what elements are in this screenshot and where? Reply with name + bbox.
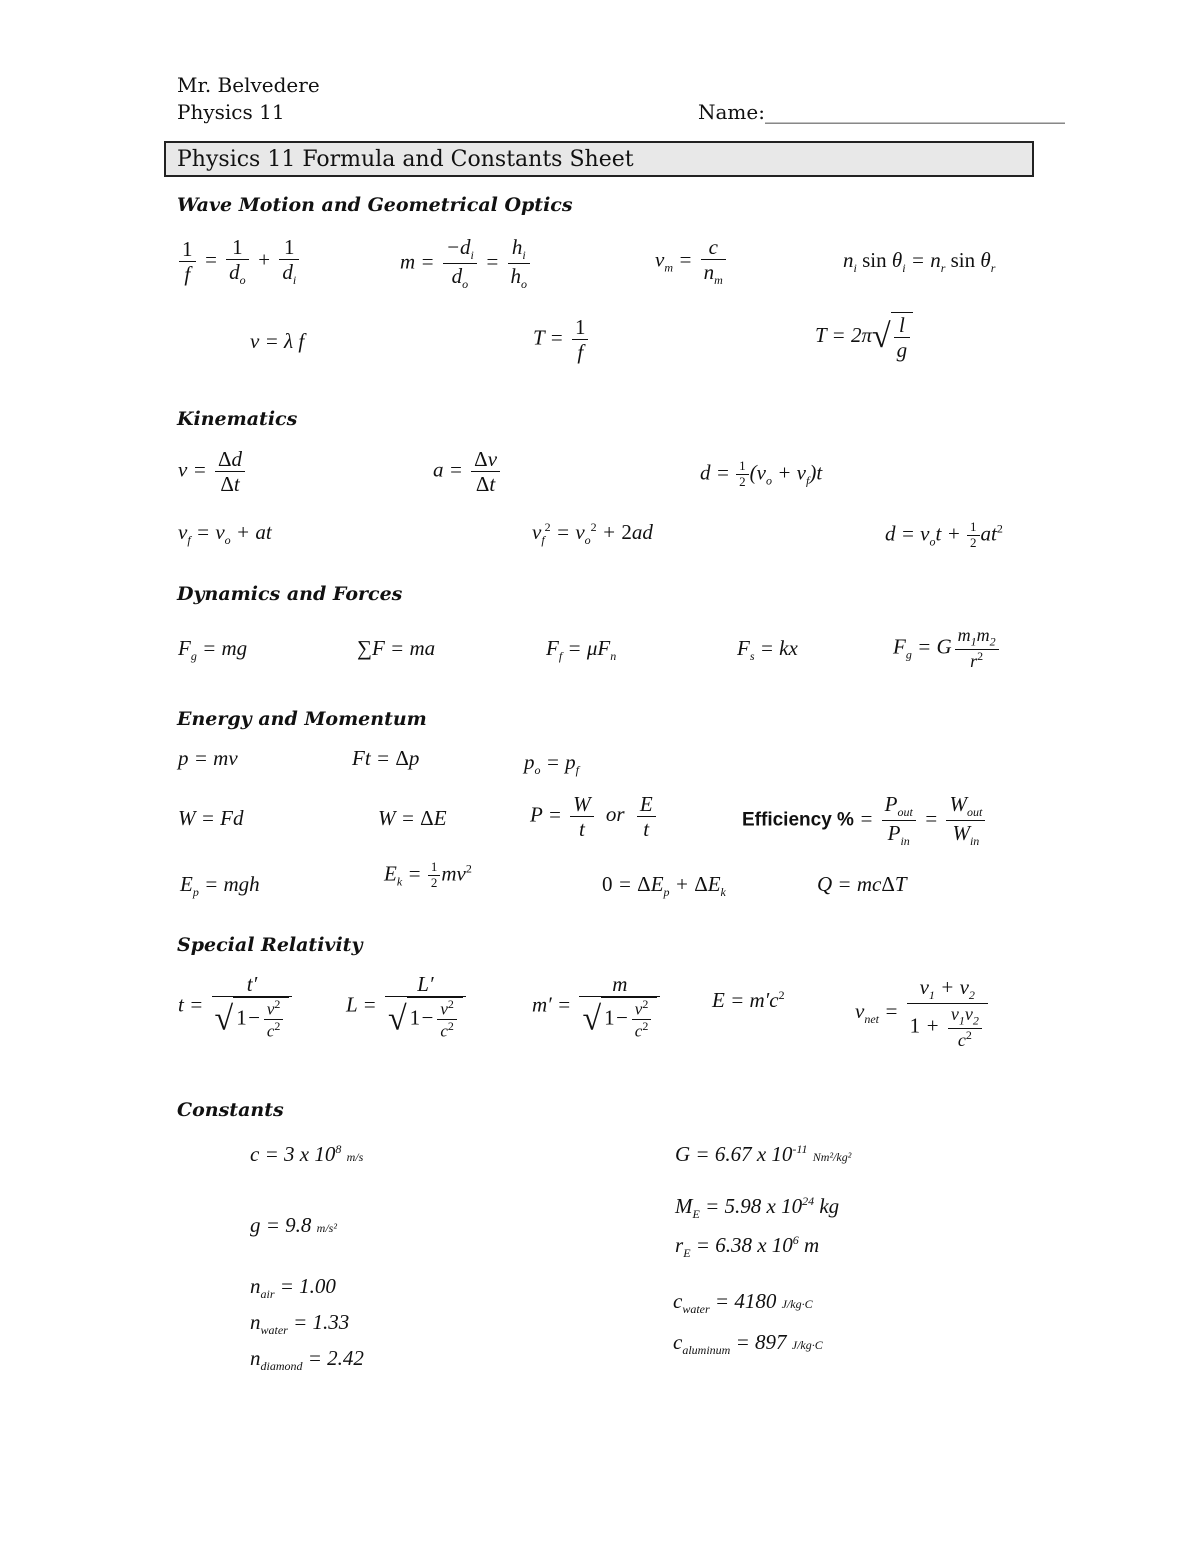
course-name: Physics 11 [177, 100, 285, 124]
section-relativity: Special Relativity [177, 934, 363, 956]
final-velocity-equation: $v_f = v_o$ + at [178, 520, 272, 548]
avg-velocity-displacement-equation: d = $\frac{1}{2}$ $(v_o + v_f)t$ [700, 458, 823, 489]
velocity-equation: v = $\frac{\Delta d}{\Delta t}$ [178, 447, 248, 496]
or-label: or [605, 802, 625, 827]
work-equation: W = Fd [178, 806, 244, 830]
gravity-force-equation: $F_g$ = mg [178, 636, 248, 664]
energy-conservation-equation: $0 = \Delta E_p + \Delta E_k$ [602, 872, 726, 900]
gravitational-constant: G = 6.67 x $10^{-11}$ Nm²/kg² [675, 1142, 852, 1166]
refractive-index-diamond: $n_{diamond} = 2.42$ [250, 1346, 364, 1374]
period-equation: T = $\frac{1}{f}$ [533, 315, 591, 364]
potential-energy-equation: $E_p$ = mgh [180, 872, 260, 900]
section-constants: Constants [177, 1099, 284, 1121]
title-box [164, 141, 1034, 177]
length-contraction-equation: L = L′ √ 1− $\frac{v^2}{c^2}$ [346, 972, 469, 1042]
earth-mass-constant: $M_E = 5.98$ x $10^{24}$ kg [675, 1194, 840, 1222]
section-wave: Wave Motion and Geometrical Optics [177, 194, 573, 216]
efficiency-equation: Efficiency % = $\frac{P_{out}}{P_{in}}$ = $\frac{W_{out}}{W_{in}}$ [742, 792, 988, 849]
velocity-squared-equation: $v_f^2 = v_o^2 + 2ad$ [532, 520, 653, 548]
page-title: Physics 11 Formula and Constants Sheet [177, 147, 634, 172]
acceleration-equation: a = $\frac{\Delta v}{\Delta t}$ [433, 447, 503, 496]
friction-equation: $F_f = \mu F_n$ [546, 636, 617, 664]
name-field[interactable]: Name:______________________________ [698, 100, 1065, 124]
mass-energy-equation: $E = m'c^2$ [712, 988, 785, 1012]
magnification-equation: m = $\frac{-d_i}{d_o}$ = $\frac{h_i}{h_o}$ [400, 235, 533, 292]
lens-equation: $\frac{1}{f}$ = $\frac{1}{d_o}$ + $\frac{1}{d_i}$ [176, 235, 302, 288]
relativistic-mass-equation: m′ = m √ 1− $\frac{v^2}{c^2}$ [532, 972, 663, 1042]
section-kinematics: Kinematics [177, 408, 298, 430]
universal-gravitation-equation: $F_g = G$ $\frac{m_1m_2}{r^2}$ [893, 625, 1002, 672]
displacement-equation: $d = v_ot$ + $\frac{1}{2}$ $at^2$ [885, 519, 1003, 550]
snells-law-equation: $n_i$ $\sin \theta_i = n_r$ $\sin \theta_r$ [843, 248, 996, 276]
time-dilation-equation: t = t′ √ 1− $\frac{v^2}{c^2}$ [178, 972, 295, 1042]
momentum-equation: p = mv [178, 746, 238, 770]
specific-heat-water: $c_{water} = 4180$ J/kg·C [673, 1289, 813, 1317]
gravity-acceleration-constant: g = 9.8 m/s² [250, 1213, 337, 1237]
section-dynamics: Dynamics and Forces [177, 583, 403, 605]
refractive-index-water: $n_{water} = 1.33$ [250, 1310, 350, 1338]
spring-force-equation: $F_s$ = kx [737, 636, 798, 664]
work-energy-equation: W = ΔE [378, 806, 447, 830]
newtons-second-law-equation: ∑F = ma [357, 636, 436, 660]
impulse-equation: Ft = Δp [352, 746, 420, 770]
power-equation: P = $\frac{W}{t}$ or $\frac{E}{t}$ [530, 792, 659, 841]
heat-equation: Q = mcΔT [817, 872, 907, 896]
refractive-index-air: $n_{air} = 1.00$ [250, 1274, 336, 1302]
velocity-addition-equation: $v_{net}$ = $v_1 + v_2$ 1 + $\frac{v_1v_2}{c^2}$ [855, 975, 991, 1051]
speed-of-light-constant: c = 3 x $10^8$ m/s [250, 1142, 364, 1166]
wave-speed-equation: v = λ f [250, 329, 305, 353]
specific-heat-aluminum: $c_{aluminum} = 897$ J/kg·C [673, 1330, 823, 1358]
momentum-conservation-equation: $p_o = p_f$ [524, 750, 580, 778]
earth-radius-constant: $r_E = 6.38$ x $10^6$ m [675, 1233, 820, 1261]
teacher-name: Mr. Belvedere [177, 73, 320, 97]
efficiency-label: Efficiency % [742, 809, 854, 831]
pendulum-equation: T = 2π√ $\frac{l}{g}$ [815, 312, 913, 362]
section-energy: Energy and Momentum [177, 708, 427, 730]
speed-in-medium-equation: $v_m$ = $\frac{c}{n_m}$ [655, 235, 729, 288]
kinetic-energy-equation: $E_k$ = $\frac{1}{2}$ $mv^2$ [384, 859, 472, 890]
